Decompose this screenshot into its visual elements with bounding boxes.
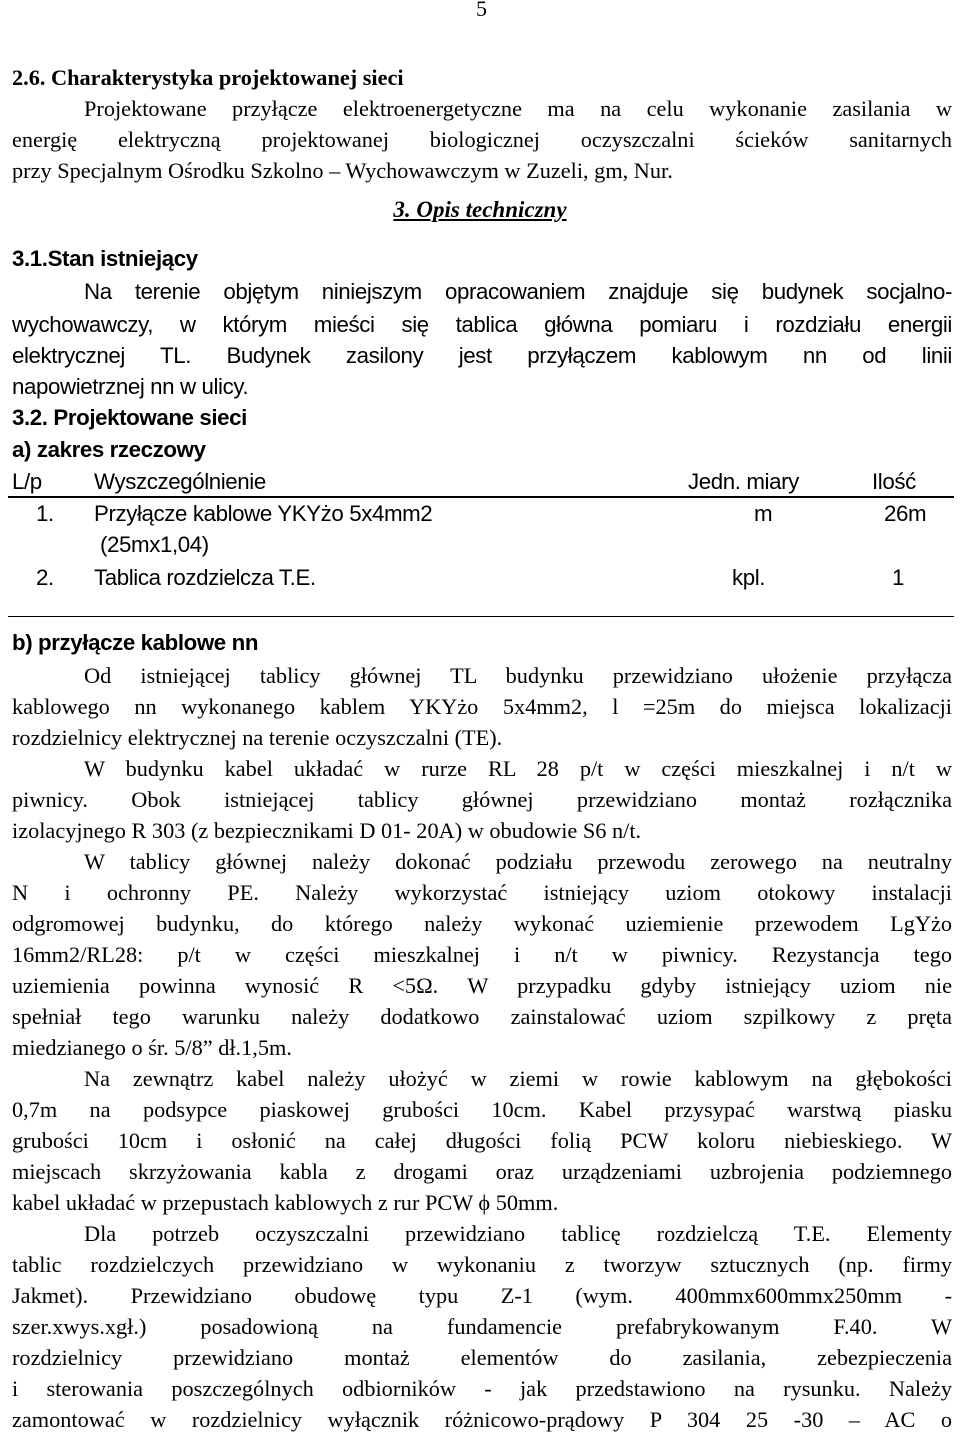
paragraph-line: przy Specjalnym Ośrodku Szkolno – Wychowawczym w Zuzeli, gm, Nur. <box>12 158 673 183</box>
paragraph-line: Od istniejącej tablicy głównej TL budynku przewidziano ułożenie przyłącza <box>84 663 952 688</box>
paragraph-line: kabel układać w przepustach kablowych z rur PCW ϕ 50mm. <box>12 1190 559 1215</box>
scope-table <box>0 466 960 618</box>
row-description: Przyłącze kablowe YKYżo 5x4mm2 <box>94 501 433 526</box>
paragraph-line: W budynku kabel układać w rurze RL 28 p/t w części mieszkalnej i n/t w <box>84 756 952 781</box>
paragraph-line: napowietrznej nn w ulicy. <box>12 374 249 399</box>
row-lp: 1. <box>36 501 54 526</box>
paragraph-line: zamontować w rozdzielnicy wyłącznik różnicowo-prądowy P 304 25 -30 – AC o <box>12 1407 952 1432</box>
table-header-description: Wyszczególnienie <box>94 469 266 494</box>
scope-heading: a) zakres rzeczowy <box>12 437 206 462</box>
paragraph-line: rozdzielnicy elektrycznej na terenie oczyszczalni (TE). <box>12 725 503 750</box>
paragraph-line: izolacyjnego R 303 (z bezpiecznikami D 01- 20A) w obudowie S6 n/t. <box>12 818 642 843</box>
section-heading-2-6: 2.6. Charakterystyka projektowanej sieci <box>12 65 404 90</box>
paragraph-line: szer.xwys.xgł.) posadowioną na fundamencie prefabrykowanym F.40. W <box>12 1314 952 1339</box>
paragraph-line: N i ochronny PE. Należy wykorzystać istniejący uziom otokowy instalacji <box>12 880 952 905</box>
paragraph-line: 0,7m na podsypce piaskowej grubości 10cm. Kabel przysypać warstwą piasku <box>12 1097 952 1122</box>
paragraph-line: piwnicy. Obok istniejącej tablicy głównej przewidziano montaż rozłącznika <box>12 787 952 812</box>
section-title-3: 3. Opis techniczny <box>393 197 567 222</box>
paragraph-line: miedzianego o śr. 5/8” dł.1,5m. <box>12 1035 292 1060</box>
table-bottom-rule <box>8 616 954 617</box>
subsection-heading-3-1: 3.1.Stan istniejący <box>12 246 198 271</box>
paragraph-line: miejscach skrzyżowania kabla z drogami oraz urządzeniami uzbrojenia podziemnego <box>12 1159 952 1184</box>
paragraph-line: wychowawczy, w którym mieści się tablica główna pomiaru i rozdziału energii <box>12 312 952 337</box>
paragraph-line: uziemienia powinna wynosić R <5Ω. W przypadku gdyby istniejący uziom nie <box>12 973 952 998</box>
row-description-detail: (25mx1,04) <box>100 532 209 557</box>
paragraph-line: 16mm2/RL28: p/t w części mieszkalnej i n/t w piwnicy. Rezystancja tego <box>12 942 952 967</box>
paragraph-line: Na terenie objętym niniejszym opracowaniem znajduje się budynek socjalno- <box>84 279 952 304</box>
paragraph-line: tablic rozdzielczych przewidziano w wykonaniu z tworzyw sztucznych (np. firmy <box>12 1252 952 1277</box>
page-number: 5 <box>476 0 487 21</box>
paragraph-line: Na zewnątrz kabel należy ułożyć w ziemi w rowie kablowym na głębokości <box>84 1066 952 1091</box>
row-description: Tablica rozdzielcza T.E. <box>94 565 316 590</box>
paragraph-line: Dla potrzeb oczyszczalni przewidziano tablicę rozdzielczą T.E. Elementy <box>84 1221 952 1246</box>
row-lp: 2. <box>36 565 54 590</box>
cable-heading: b) przyłącze kablowe nn <box>12 630 259 655</box>
paragraph-line: rozdzielnicy przewidziano montaż elementów do zasilania, zebezpieczenia <box>12 1345 952 1370</box>
paragraph-line: W tablicy głównej należy dokonać podziału przewodu zerowego na neutralny <box>84 849 952 874</box>
paragraph-line: odgromowej budynku, do którego należy wykonać uziemienie przewodem LgYżo <box>12 911 952 936</box>
row-unit: kpl. <box>732 565 766 590</box>
row-quantity: 1 <box>892 565 905 590</box>
paragraph-line: Projektowane przyłącze elektroenergetyczne ma na celu wykonanie zasilania w <box>84 96 952 121</box>
paragraph-line: energię elektryczną projektowanej biologicznej oczyszczalni ścieków sanitarnych <box>12 127 952 152</box>
paragraph-line: elektrycznej TL. Budynek zasilony jest przyłączem kablowym nn od linii <box>12 343 952 368</box>
subsection-heading-3-2: 3.2. Projektowane sieci <box>12 405 247 430</box>
paragraph-line: grubości 10cm i osłonić na całej długości folią PCW koloru niebieskiego. W <box>12 1128 952 1153</box>
table-header-quantity: Ilość <box>872 469 916 494</box>
paragraph-line: spełniał tego warunku należy dodatkowo zainstalować uziom szpilkowy z pręta <box>12 1004 952 1029</box>
table-header-unit: Jedn. miary <box>688 469 799 494</box>
paragraph-line: i sterowania poszczególnych odbiorników - jak przedstawiono na rysunku. Należy <box>12 1376 952 1401</box>
paragraph-line: kablowego nn wykonanego kablem YKYżo 5x4mm2, l =25m do miejsca lokalizacji <box>12 694 952 719</box>
row-unit: m <box>754 501 773 526</box>
paragraph-line: Jakmet). Przewidziano obudowę typu Z-1 (wym. 400mmx600mmx250mm - <box>12 1283 952 1308</box>
table-header-lp: L/p <box>12 469 42 494</box>
row-quantity: 26m <box>884 501 927 526</box>
